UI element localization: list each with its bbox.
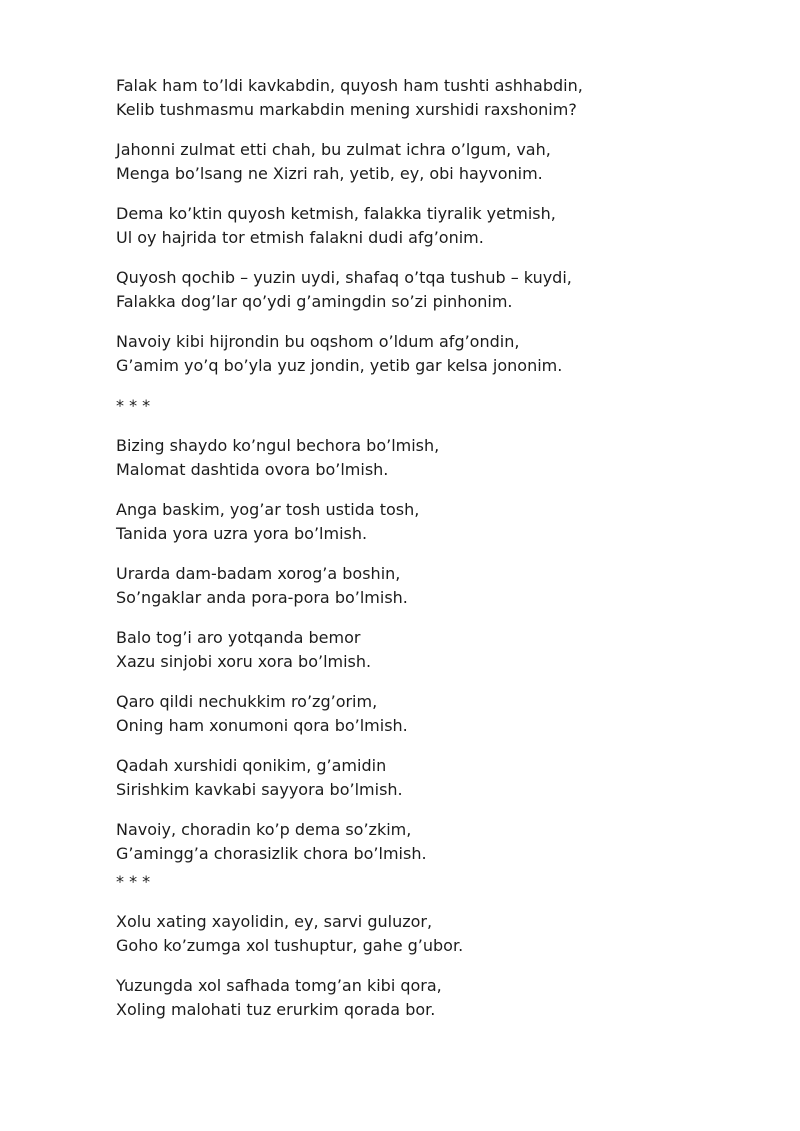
verse-line: Xazu sinjobi xoru xora bo’lmish. <box>116 652 372 671</box>
verse-line: Kelib tushmasmu markabdin mening xurshidi raxshonim? <box>116 100 577 119</box>
stanza <box>116 910 736 958</box>
verse-line: G’amingg’a chorasizlik chora bo’lmish. <box>116 844 427 863</box>
verse-line: Dema ko’ktin quyosh ketmish, falakka tiyralik yetmish, <box>116 204 556 223</box>
stanza <box>116 498 736 546</box>
verse-line: Qadah xurshidi qonikim, g’amidin <box>116 756 387 775</box>
verse-line: Malomat dashtida ovora bo’lmish. <box>116 460 389 479</box>
stanza <box>116 434 736 482</box>
stanza <box>116 74 736 122</box>
verse-line: Tanida yora uzra yora bo’lmish. <box>116 524 368 543</box>
verse-line: Menga bo’lsang ne Xizri rah, yetib, ey, obi hayvonim. <box>116 164 543 183</box>
stanza <box>116 562 736 610</box>
stanza <box>116 818 736 866</box>
verse-line: Xolu xating xayolidin, ey, sarvi guluzor, <box>116 912 433 931</box>
verse-line: Anga baskim, yog’ar tosh ustida tosh, <box>116 500 420 519</box>
section-separator: * * * <box>116 872 151 891</box>
poem-text <box>116 74 736 1038</box>
verse-line: Urarda dam-badam xorog’a boshin, <box>116 564 401 583</box>
verse-line: Goho ko’zumga xol tushuptur, gahe g’ubor. <box>116 936 464 955</box>
verse-line: Navoiy kibi hijrondin bu oqshom o’ldum afg’ondin, <box>116 332 520 351</box>
verse-line: Bizing shaydo ko’ngul bechora bo’lmish, <box>116 436 440 455</box>
verse-line: Qaro qildi nechukkim ro’zg’orim, <box>116 692 378 711</box>
section-separator: * * * <box>116 396 151 415</box>
verse-line: So’ngaklar anda pora-pora bo’lmish. <box>116 588 408 607</box>
verse-line: Ul oy hajrida tor etmish falakni dudi afg’onim. <box>116 228 484 247</box>
stanza <box>116 754 736 802</box>
stanza <box>116 266 736 314</box>
verse-line: Sirishkim kavkabi sayyora bo’lmish. <box>116 780 403 799</box>
verse-line: Falak ham to’ldi kavkabdin, quyosh ham tushti ashhabdin, <box>116 76 583 95</box>
verse-line: Xoling malohati tuz erurkim qorada bor. <box>116 1000 436 1019</box>
verse-line: Yuzungda xol safhada tomg’an kibi qora, <box>116 976 442 995</box>
verse-line: Navoiy, choradin ko’p dema so’zkim, <box>116 820 412 839</box>
verse-line: Oning ham xonumoni qora bo’lmish. <box>116 716 408 735</box>
stanza <box>116 690 736 738</box>
stanza <box>116 202 736 250</box>
verse-line: Jahonni zulmat etti chah, bu zulmat ichra o’lgum, vah, <box>116 140 551 159</box>
stanza <box>116 138 736 186</box>
verse-line: Balo tog’i aro yotqanda bemor <box>116 628 361 647</box>
verse-line: Quyosh qochib – yuzin uydi, shafaq o’tqa tushub – kuydi, <box>116 268 572 287</box>
stanza <box>116 626 736 674</box>
stanza <box>116 330 736 378</box>
stanza <box>116 974 736 1022</box>
verse-line: Falakka dog’lar qo’ydi g’amingdin so’zi pinhonim. <box>116 292 513 311</box>
verse-line: G’amim yo’q bo’yla yuz jondin, yetib gar kelsa jononim. <box>116 356 563 375</box>
